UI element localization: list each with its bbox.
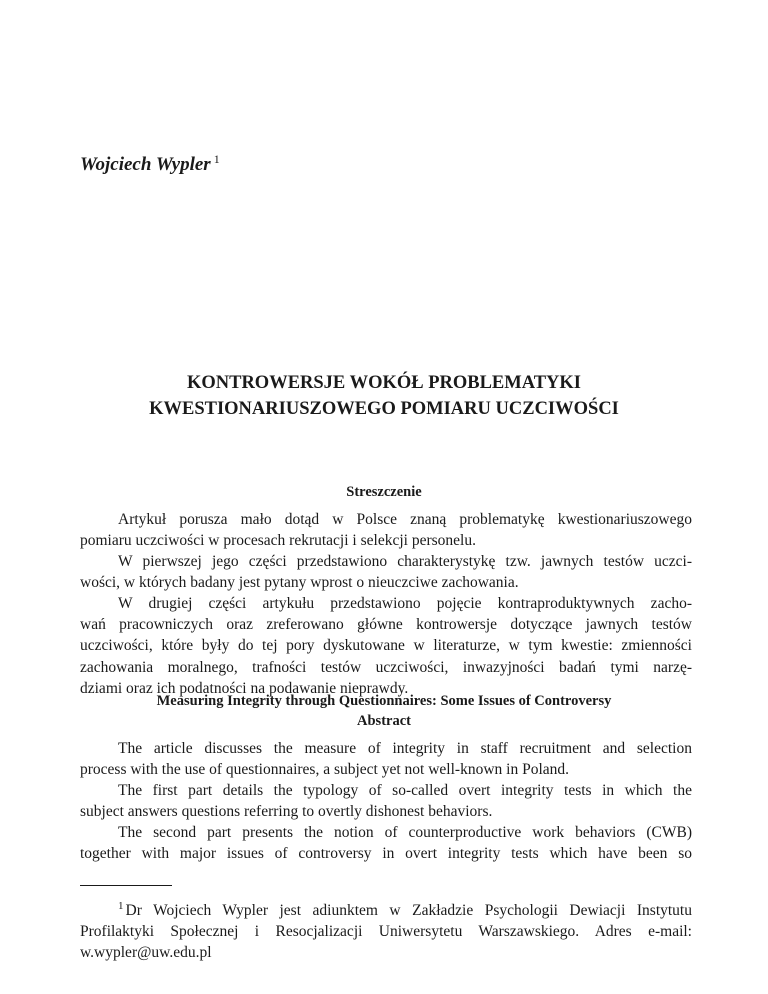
author-name	[80, 152, 220, 176]
abstract-pl-paragraph	[80, 551, 692, 593]
author-footnote-ref: 1	[213, 152, 220, 166]
abstract-en-title: Measuring Integrity through Questionnaires: Some Issues of Controversy	[156, 693, 612, 709]
abstract-en-paragraph	[80, 780, 692, 822]
abstract-pl-paragraph	[80, 509, 692, 551]
text-line: W drugiej części artykułu przedstawiono pojęcie kontraproduktywnych zacho-	[118, 595, 692, 612]
text-line: pomiaru uczciwości w procesach rekrutacji i selekcji personelu.	[80, 532, 476, 550]
abstract-pl-heading-text: Streszczenie	[346, 484, 422, 500]
text-line: The first part details the typology of so-called overt integrity tests in which the	[118, 782, 692, 799]
title-line-1: KONTROWERSJE WOKÓŁ PROBLEMATYKI	[186, 373, 582, 393]
footnote	[80, 896, 692, 964]
abstract-en-label: Abstract	[357, 713, 411, 729]
abstract-pl-heading	[60, 482, 708, 502]
text-line: Artykuł porusza mało dotąd w Polsce znaną problematykę kwestionariuszowego	[118, 511, 692, 528]
text-line: dziami oraz ich podatności na podawanie nieprawdy.	[80, 679, 409, 697]
text-line: together with major issues of controversy in overt integrity tests which have been so	[80, 845, 692, 863]
text-line: The second part presents the notion of counterproductive work behaviors (CWB)	[118, 824, 692, 841]
title-line-2: KWESTIONARIUSZOWEGO POMIARU UCZCIWOŚCI	[149, 399, 619, 419]
abstract-en-paragraph	[80, 822, 692, 864]
text-line: The article discusses the measure of integrity in staff recruitment and selection	[118, 740, 692, 757]
paper-title	[60, 370, 708, 422]
footnote-line: Profilaktyki Społecznej i Resocjalizacji Uniwersytetu Warszawskiego. Adres e-mail:	[80, 923, 692, 941]
text-line: W pierwszej jego części przedstawiono charakterystykę tzw. jawnych testów uczci-	[118, 553, 692, 570]
footnote-text: Dr Wojciech Wypler jest adiunktem w Zakładzie Psychologii Dewiacji Instytutu	[125, 902, 692, 919]
footnote-mark: 1	[118, 900, 124, 912]
abstract-pl-paragraph	[80, 593, 692, 699]
author-name-text: Wojciech Wypler	[80, 154, 211, 175]
text-line: uczciwości, które były do tej pory dyskutowane w literaturze, w tym kwestie: zmienności	[80, 637, 692, 655]
text-line: wości, w których badany jest pytany wprost o nieuczciwe zachowania.	[80, 574, 519, 592]
footnote-line	[80, 896, 692, 921]
abstract-en-paragraph	[80, 738, 692, 780]
text-line: zachowania moralnego, trafności testów uczciwości, inwazyjności badań tymi narzę-	[80, 658, 692, 676]
text-line: wań pracowniczych oraz zreferowano główne kontrowersje dotyczące jawnych testów	[80, 616, 692, 634]
abstract-en-heading	[60, 691, 708, 731]
text-line: process with the use of questionnaires, a subject yet not well-known in Poland.	[80, 761, 570, 779]
footnote-divider	[80, 885, 172, 886]
text-line: subject answers questions referring to overtly dishonest behaviors.	[80, 803, 493, 821]
footnote-email: w.wypler@uw.edu.pl	[80, 944, 212, 962]
